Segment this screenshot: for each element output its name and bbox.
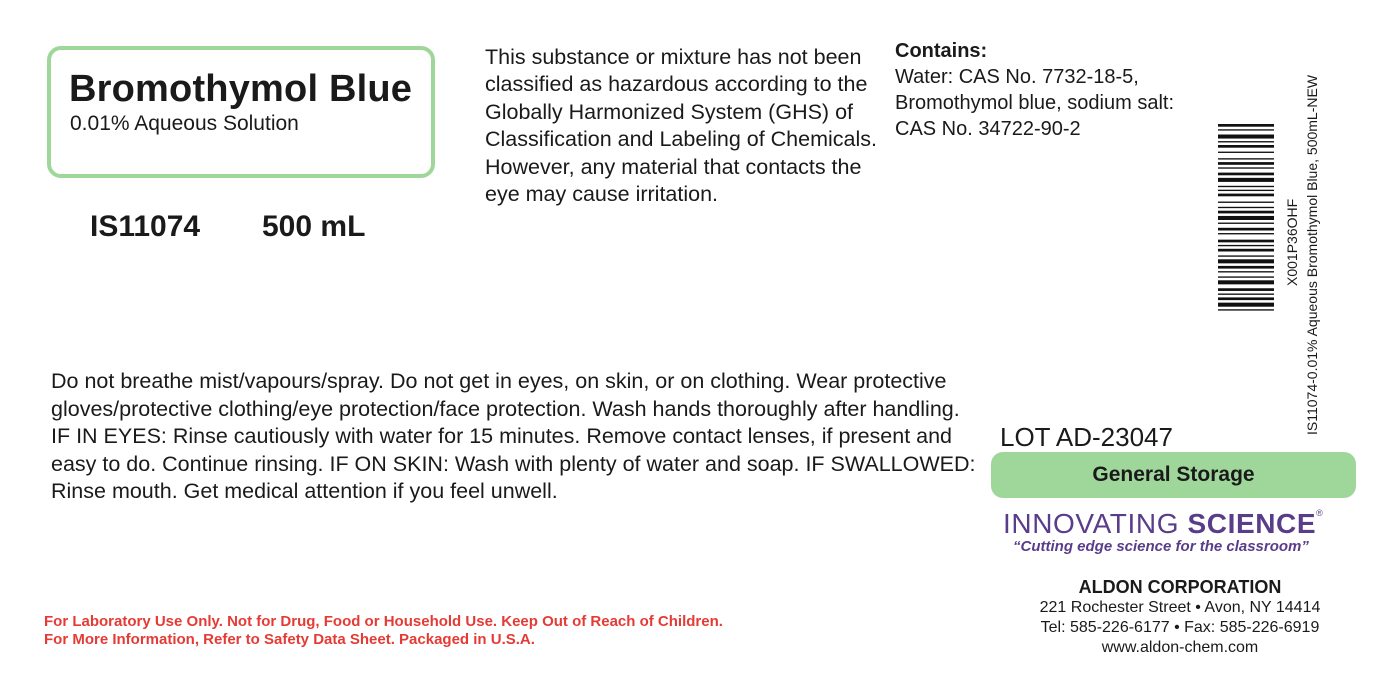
product-subtitle: 0.01% Aqueous Solution [70, 112, 299, 135]
barcode-bar [1218, 167, 1274, 168]
barcode-bar [1218, 303, 1274, 307]
barcode-bar [1218, 297, 1274, 300]
barcode-bar [1218, 178, 1274, 182]
barcode-bar [1218, 186, 1274, 187]
brand-word-innovating: INNOVATING [1003, 508, 1180, 539]
barcode-bar [1218, 202, 1274, 203]
barcode-bar [1218, 271, 1274, 272]
barcode-bar [1218, 145, 1274, 148]
brand-tagline: “Cutting edge science for the classroom” [1013, 538, 1309, 555]
product-name: Bromothymol Blue [69, 68, 413, 110]
company-phone: Tel: 585-226-6177 • Fax: 585-226-6919 [1040, 619, 1320, 636]
barcode-bar [1218, 173, 1274, 176]
barcode-bar [1218, 240, 1274, 243]
company-name: ALDON CORPORATION [1078, 577, 1282, 597]
warning-line-2: For More Information, Refer to Safety Data Sheet. Packaged in U.S.A. [44, 631, 535, 648]
barcode-bar [1218, 135, 1274, 139]
barcode-bar [1218, 207, 1274, 208]
company-address: 221 Rochester Street • Avon, NY 14414 [1039, 599, 1321, 616]
barcode-bar [1218, 152, 1274, 153]
precautionary-statements: Do not breathe mist/vapours/spray. Do not get in eyes, on skin, or on clothing. Wear protective gloves/protective clothing/eye protection/face protection. Wash hands thoroughly after handling. IF IN EYES: Rinse cautiously with water for 15 minutes. Remove contact lenses, if present and easy to do. Continue rinsing. IF ON SKIN: Wash with plenty of water and soap. IF SWALLOWED: Rinse mouth. Get medical attention if you feel unwell. [51, 369, 976, 503]
barcode-bar [1218, 228, 1274, 231]
barcode-bar [1218, 259, 1274, 263]
barcode-bar [1218, 158, 1274, 159]
hazard-statement: This substance or mixture has not been classified as hazardous according to the Globally Harmonized System (GHS) of Classification and Labeling of Chemicals. However, any material that contacts the eye may cause irritation. [485, 45, 877, 207]
barcode-bar [1218, 223, 1274, 224]
barcode-bar [1218, 249, 1274, 252]
barcode-bar [1218, 124, 1274, 127]
barcode-bar [1218, 266, 1274, 269]
barcode-bar [1218, 255, 1274, 256]
barcode-bar [1218, 309, 1274, 310]
catalog-number: IS11074 [90, 210, 201, 243]
barcode-bar [1218, 216, 1274, 220]
product-volume: 500 mL [262, 210, 366, 243]
company-block [1000, 576, 1360, 658]
barcode-bar [1218, 233, 1274, 234]
barcode-bar [1218, 190, 1274, 191]
barcode-bar [1218, 162, 1274, 165]
brand-logo [1003, 508, 1323, 540]
brand-word-science: SCIENCE [1187, 508, 1317, 539]
barcode-bar [1218, 211, 1274, 214]
contains-text: Water: CAS No. 7732-18-5, Bromothymol blue, sodium salt: CAS No. 34722-90-2 [895, 66, 1175, 140]
barcode-description: IS11074-0.01% Aqueous Bromothymol Blue, 500mL-NEW [1304, 74, 1320, 435]
contains-heading: Contains: [895, 40, 988, 62]
barcode-code: X001P36OHF [1284, 198, 1300, 286]
lot-number: LOT AD-23047 [1000, 422, 1173, 452]
barcode-bar [1218, 280, 1274, 284]
barcode [1218, 124, 1274, 376]
storage-badge: General Storage [991, 452, 1356, 498]
product-title-box [47, 46, 435, 178]
registered-mark: ® [1316, 508, 1324, 518]
barcode-bar [1218, 245, 1274, 246]
barcode-bar [1218, 141, 1274, 142]
barcode-bar [1218, 276, 1274, 277]
barcode-bar [1218, 194, 1274, 197]
barcode-bar [1218, 288, 1274, 291]
company-website[interactable]: www.aldon-chem.com [1101, 639, 1259, 656]
warning-line-1: For Laboratory Use Only. Not for Drug, Food or Household Use. Keep Out of Reach of Children. [44, 613, 723, 630]
barcode-bar [1218, 129, 1274, 130]
barcode-bar [1218, 294, 1274, 295]
